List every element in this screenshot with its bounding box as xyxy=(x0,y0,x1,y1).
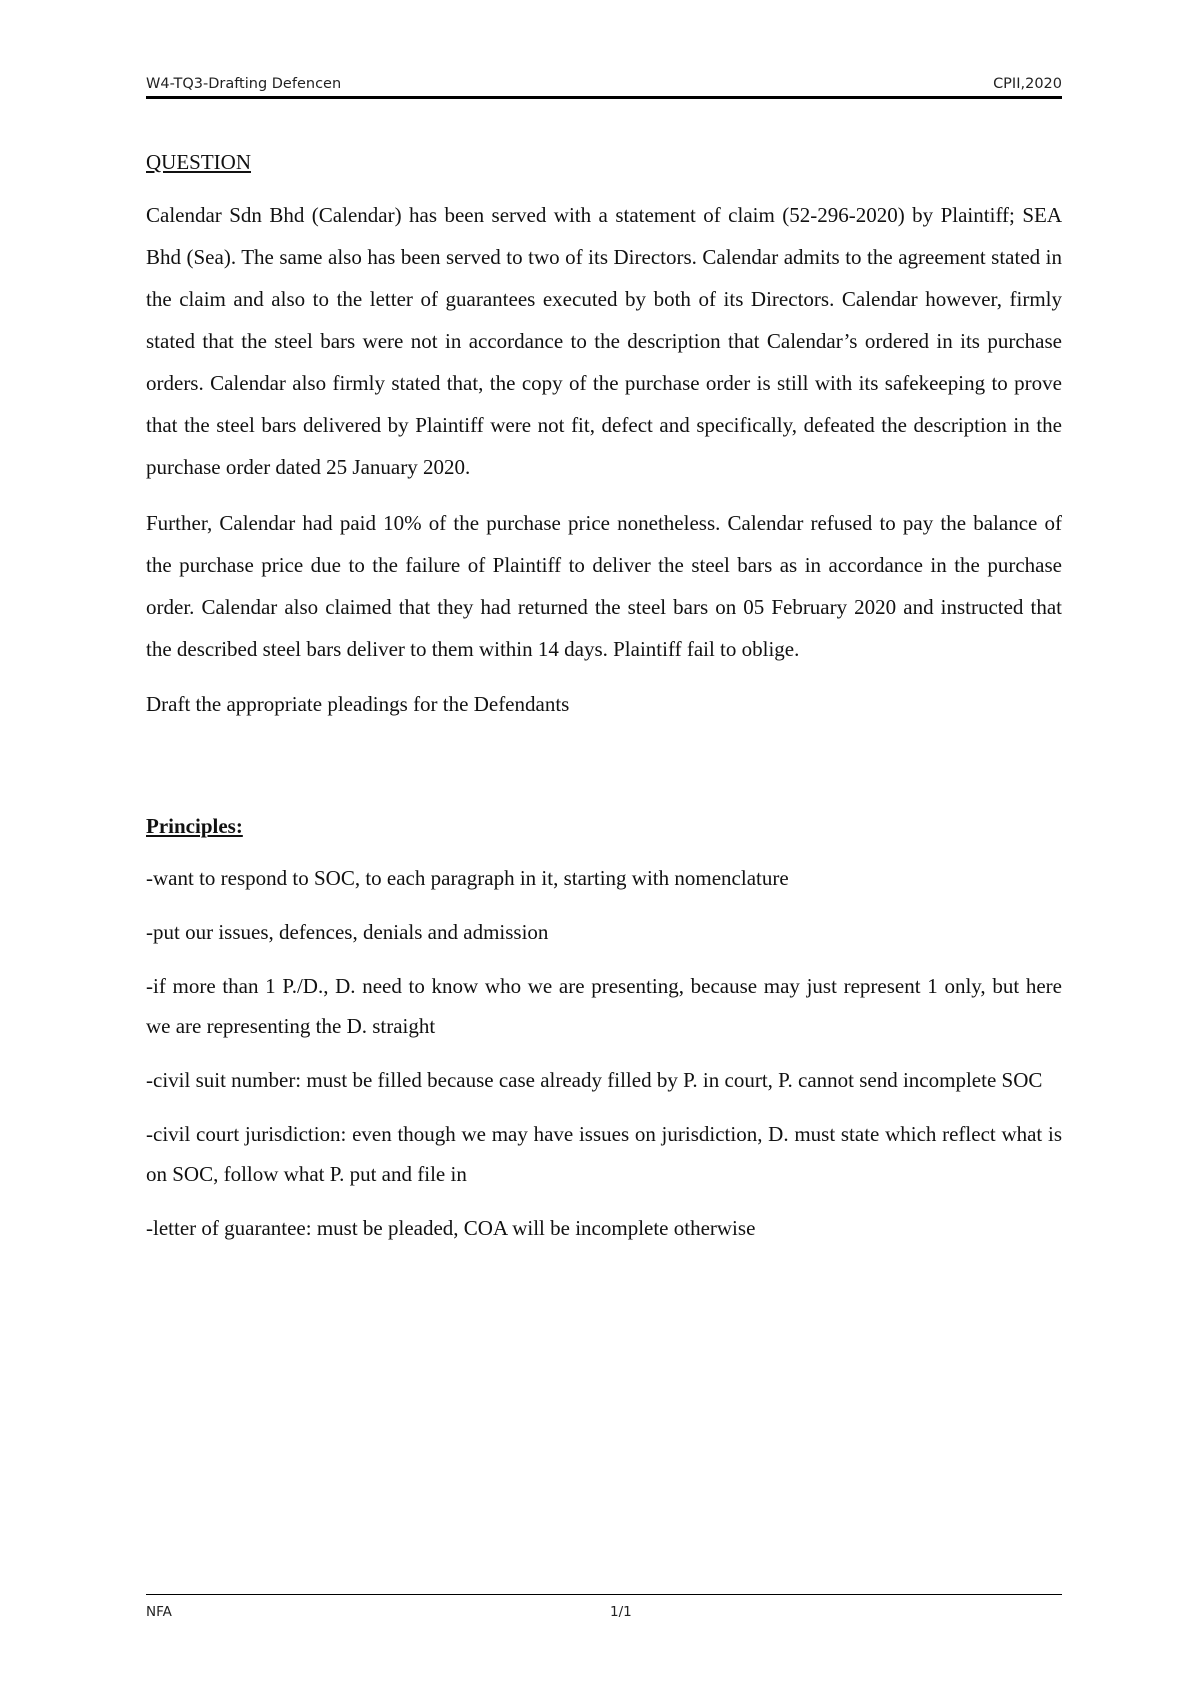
principle-item: -put our issues, defences, denials and admission xyxy=(146,920,549,944)
question-instruction: Draft the appropriate pleadings for the Defendants xyxy=(146,692,570,716)
question-heading: QUESTION xyxy=(146,150,251,174)
principle-item: -if more than 1 P./D., D. need to know who we are presenting, because may just represent 1 only, but here we are representing the D. straight xyxy=(146,974,1062,1038)
principles-heading: Principles: xyxy=(146,814,243,838)
page-footer xyxy=(146,1604,1062,1626)
principle-item: -want to respond to SOC, to each paragraph in it, starting with nomenclature xyxy=(146,866,789,890)
footer-rule xyxy=(146,1594,1062,1595)
document-body xyxy=(146,142,1062,1262)
header-course: CPII,2020 xyxy=(993,76,1062,92)
question-paragraph-2: Further, Calendar had paid 10% of the purchase price nonetheless. Calendar refused to pay the balance of the purchase price due to the failure of Plaintiff to deliver the steel bars as in accordance in the purchase order. Calendar also claimed that they had returned the steel bars on 05 February 2020 and instructed that the described steel bars deliver to them within 14 days. Plaintiff fail to oblige. xyxy=(146,511,1062,661)
principle-item: -civil court jurisdiction: even though we may have issues on jurisdiction, D. must state which reflect what is on SOC, follow what P. put and file in xyxy=(146,1122,1062,1186)
page-number: 1/1 xyxy=(610,1604,632,1620)
question-paragraph-1: Calendar Sdn Bhd (Calendar) has been served with a statement of claim (52-296-2020) by Plaintiff; SEA Bhd (Sea). The same also has been served to two of its Directors. Calendar admits to the agreement stated in the claim and also to the letter of guarantees executed by both of its Directors. Calendar however, firmly stated that the steel bars were not in accordance to the description that Calendar’s ordered in its purchase orders. Calendar also firmly stated that, the copy of the purchase order is still with its safekeeping to prove that the steel bars delivered by Plaintiff were not fit, defect and specifically, defeated the description in the purchase order dated 25 January 2020. xyxy=(146,203,1062,479)
principle-item: -civil suit number: must be filled because case already filled by P. in court, P. cannot send incomplete SOC xyxy=(146,1068,1043,1092)
footer-author: NFA xyxy=(146,1604,172,1620)
header-rule xyxy=(146,96,1062,99)
principle-item: -letter of guarantee: must be pleaded, COA will be incomplete otherwise xyxy=(146,1216,756,1240)
header-title: W4-TQ3-Drafting Defencen xyxy=(146,76,342,92)
section-spacer xyxy=(146,738,1062,806)
